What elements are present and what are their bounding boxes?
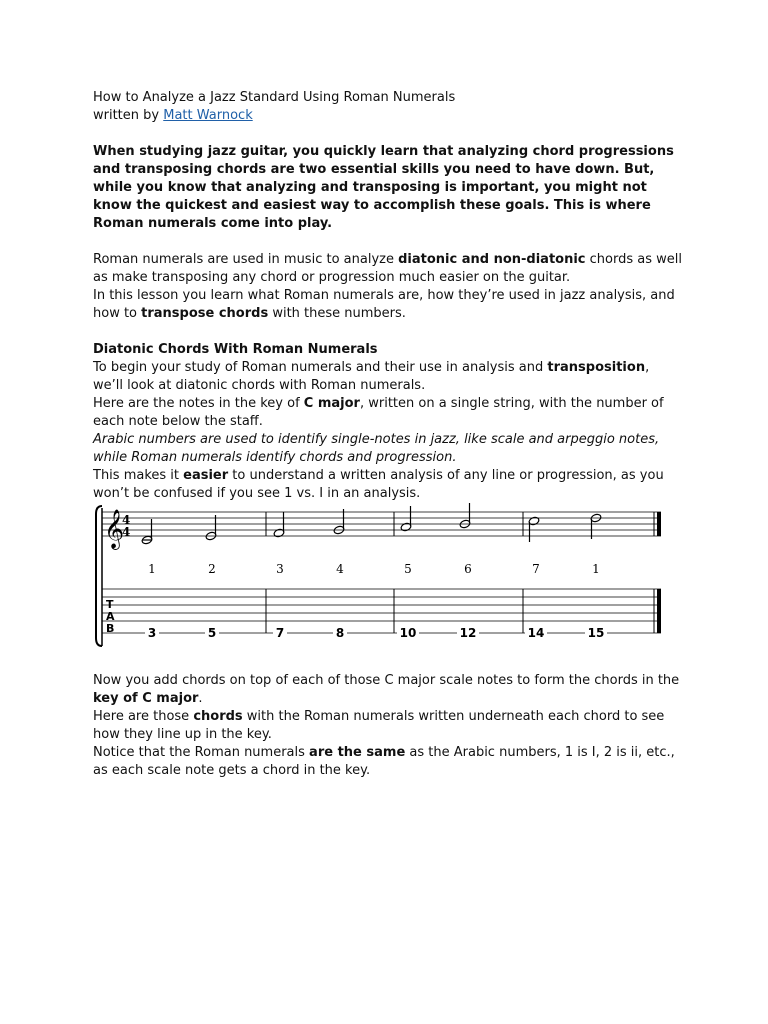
fret-number: 5 bbox=[207, 626, 217, 640]
paragraph-4 bbox=[93, 359, 683, 395]
document-body-continued bbox=[93, 672, 683, 780]
standard-staff bbox=[102, 512, 661, 536]
tab-final-barline bbox=[657, 589, 661, 633]
document-body bbox=[93, 89, 683, 503]
bold-text: transposition bbox=[547, 360, 646, 375]
degree-label: 3 bbox=[276, 562, 284, 576]
bold-text: diatonic and non-diatonic bbox=[398, 252, 586, 267]
degree-label: 4 bbox=[336, 562, 344, 576]
text: Now you add chords on top of each of those C major scale notes to form the chords in the bbox=[93, 673, 680, 688]
text: This makes it bbox=[93, 468, 184, 483]
text: In this lesson you learn what Roman numerals are, how they’re used in jazz analysis, and how to bbox=[93, 288, 675, 321]
text: , written on a single string, with the number of each note below the staff. bbox=[93, 396, 664, 429]
text: Notice that the Roman numerals bbox=[93, 745, 310, 760]
paragraph-3 bbox=[93, 287, 683, 323]
paragraph-7 bbox=[93, 467, 683, 503]
paragraph-10 bbox=[93, 744, 683, 780]
italic-text: Arabic numbers are used to identify single-notes in jazz, like scale and arpeggio notes, while Roman numerals identify chords and progression. bbox=[93, 432, 660, 465]
time-signature-top: 4 bbox=[122, 513, 131, 527]
fret-number: 7 bbox=[275, 626, 285, 640]
byline-prefix: written by bbox=[93, 108, 164, 123]
treble-clef-icon: 𝄞 bbox=[104, 509, 125, 549]
system-bracket bbox=[96, 506, 102, 646]
degree-label: 6 bbox=[464, 562, 472, 576]
tab-letter: B bbox=[106, 622, 115, 635]
time-signature-bottom: 4 bbox=[122, 525, 131, 539]
degree-label: 1 bbox=[148, 562, 156, 576]
tab-staff bbox=[102, 589, 661, 633]
bold-text: chords bbox=[193, 709, 243, 724]
paragraph-5 bbox=[93, 395, 683, 431]
scale-degrees bbox=[148, 562, 600, 576]
section-heading bbox=[93, 341, 683, 359]
paragraph-2 bbox=[93, 251, 683, 287]
fret-number: 8 bbox=[335, 626, 345, 640]
fret-number: 14 bbox=[527, 626, 545, 640]
heading-text: Diatonic Chords With Roman Numerals bbox=[93, 342, 378, 357]
fret-number: 12 bbox=[459, 626, 477, 640]
music-notation-figure bbox=[93, 500, 665, 652]
text: To begin your study of Roman numerals and their use in analysis and bbox=[93, 360, 548, 375]
byline bbox=[93, 107, 683, 125]
text: to understand a written analysis of any line or progression, as you won’t be confused if you see 1 vs. I in an analysis. bbox=[93, 468, 664, 501]
text: Here are the notes in the key of bbox=[93, 396, 304, 411]
bold-text: easier bbox=[183, 468, 229, 483]
paragraph-9 bbox=[93, 708, 683, 744]
degree-label: 1 bbox=[592, 562, 600, 576]
tab-letter: A bbox=[106, 610, 115, 623]
degree-label: 2 bbox=[208, 562, 216, 576]
text: chords as well as make transposing any chord or progression much easier on the guitar. bbox=[93, 252, 682, 285]
final-barline bbox=[657, 512, 661, 536]
text: , we’ll look at diatonic chords with Roman numerals. bbox=[93, 360, 650, 393]
degree-label: 5 bbox=[404, 562, 412, 576]
bold-text: are the same bbox=[309, 745, 406, 760]
intro-text: When studying jazz guitar, you quickly learn that analyzing chord progressions and transposing chords are two essential skills you need to have down. But, while you know that analyzing and transposing is important, you might not know the quickest and easiest way to accomplish these goals. This is where Roman numerals come into play. bbox=[93, 144, 674, 231]
text: . bbox=[198, 691, 203, 706]
paragraph-8 bbox=[93, 672, 683, 708]
fret-number: 10 bbox=[399, 626, 417, 640]
tab-clef bbox=[106, 598, 115, 635]
bold-text: key of C major bbox=[93, 691, 199, 706]
paragraph-6 bbox=[93, 431, 683, 467]
fret-number: 3 bbox=[147, 626, 157, 640]
bold-text: C major bbox=[303, 396, 360, 411]
fret-number: 15 bbox=[587, 626, 605, 640]
degree-label: 7 bbox=[532, 562, 540, 576]
bold-text: transpose chords bbox=[141, 306, 269, 321]
text: as the Arabic numbers, 1 is I, 2 is ii, etc., as each scale note gets a chord in the key. bbox=[93, 745, 675, 778]
tab-letter: T bbox=[106, 598, 114, 611]
intro-paragraph bbox=[93, 143, 683, 233]
text: with the Roman numerals written underneath each chord to see how they line up in the key. bbox=[93, 709, 665, 742]
article-title: How to Analyze a Jazz Standard Using Roman Numerals bbox=[93, 90, 456, 105]
text: with these numbers. bbox=[268, 306, 406, 321]
text: Here are those bbox=[93, 709, 194, 724]
text: Roman numerals are used in music to analyze bbox=[93, 252, 399, 267]
author-link[interactable]: Matt Warnock bbox=[163, 108, 253, 123]
